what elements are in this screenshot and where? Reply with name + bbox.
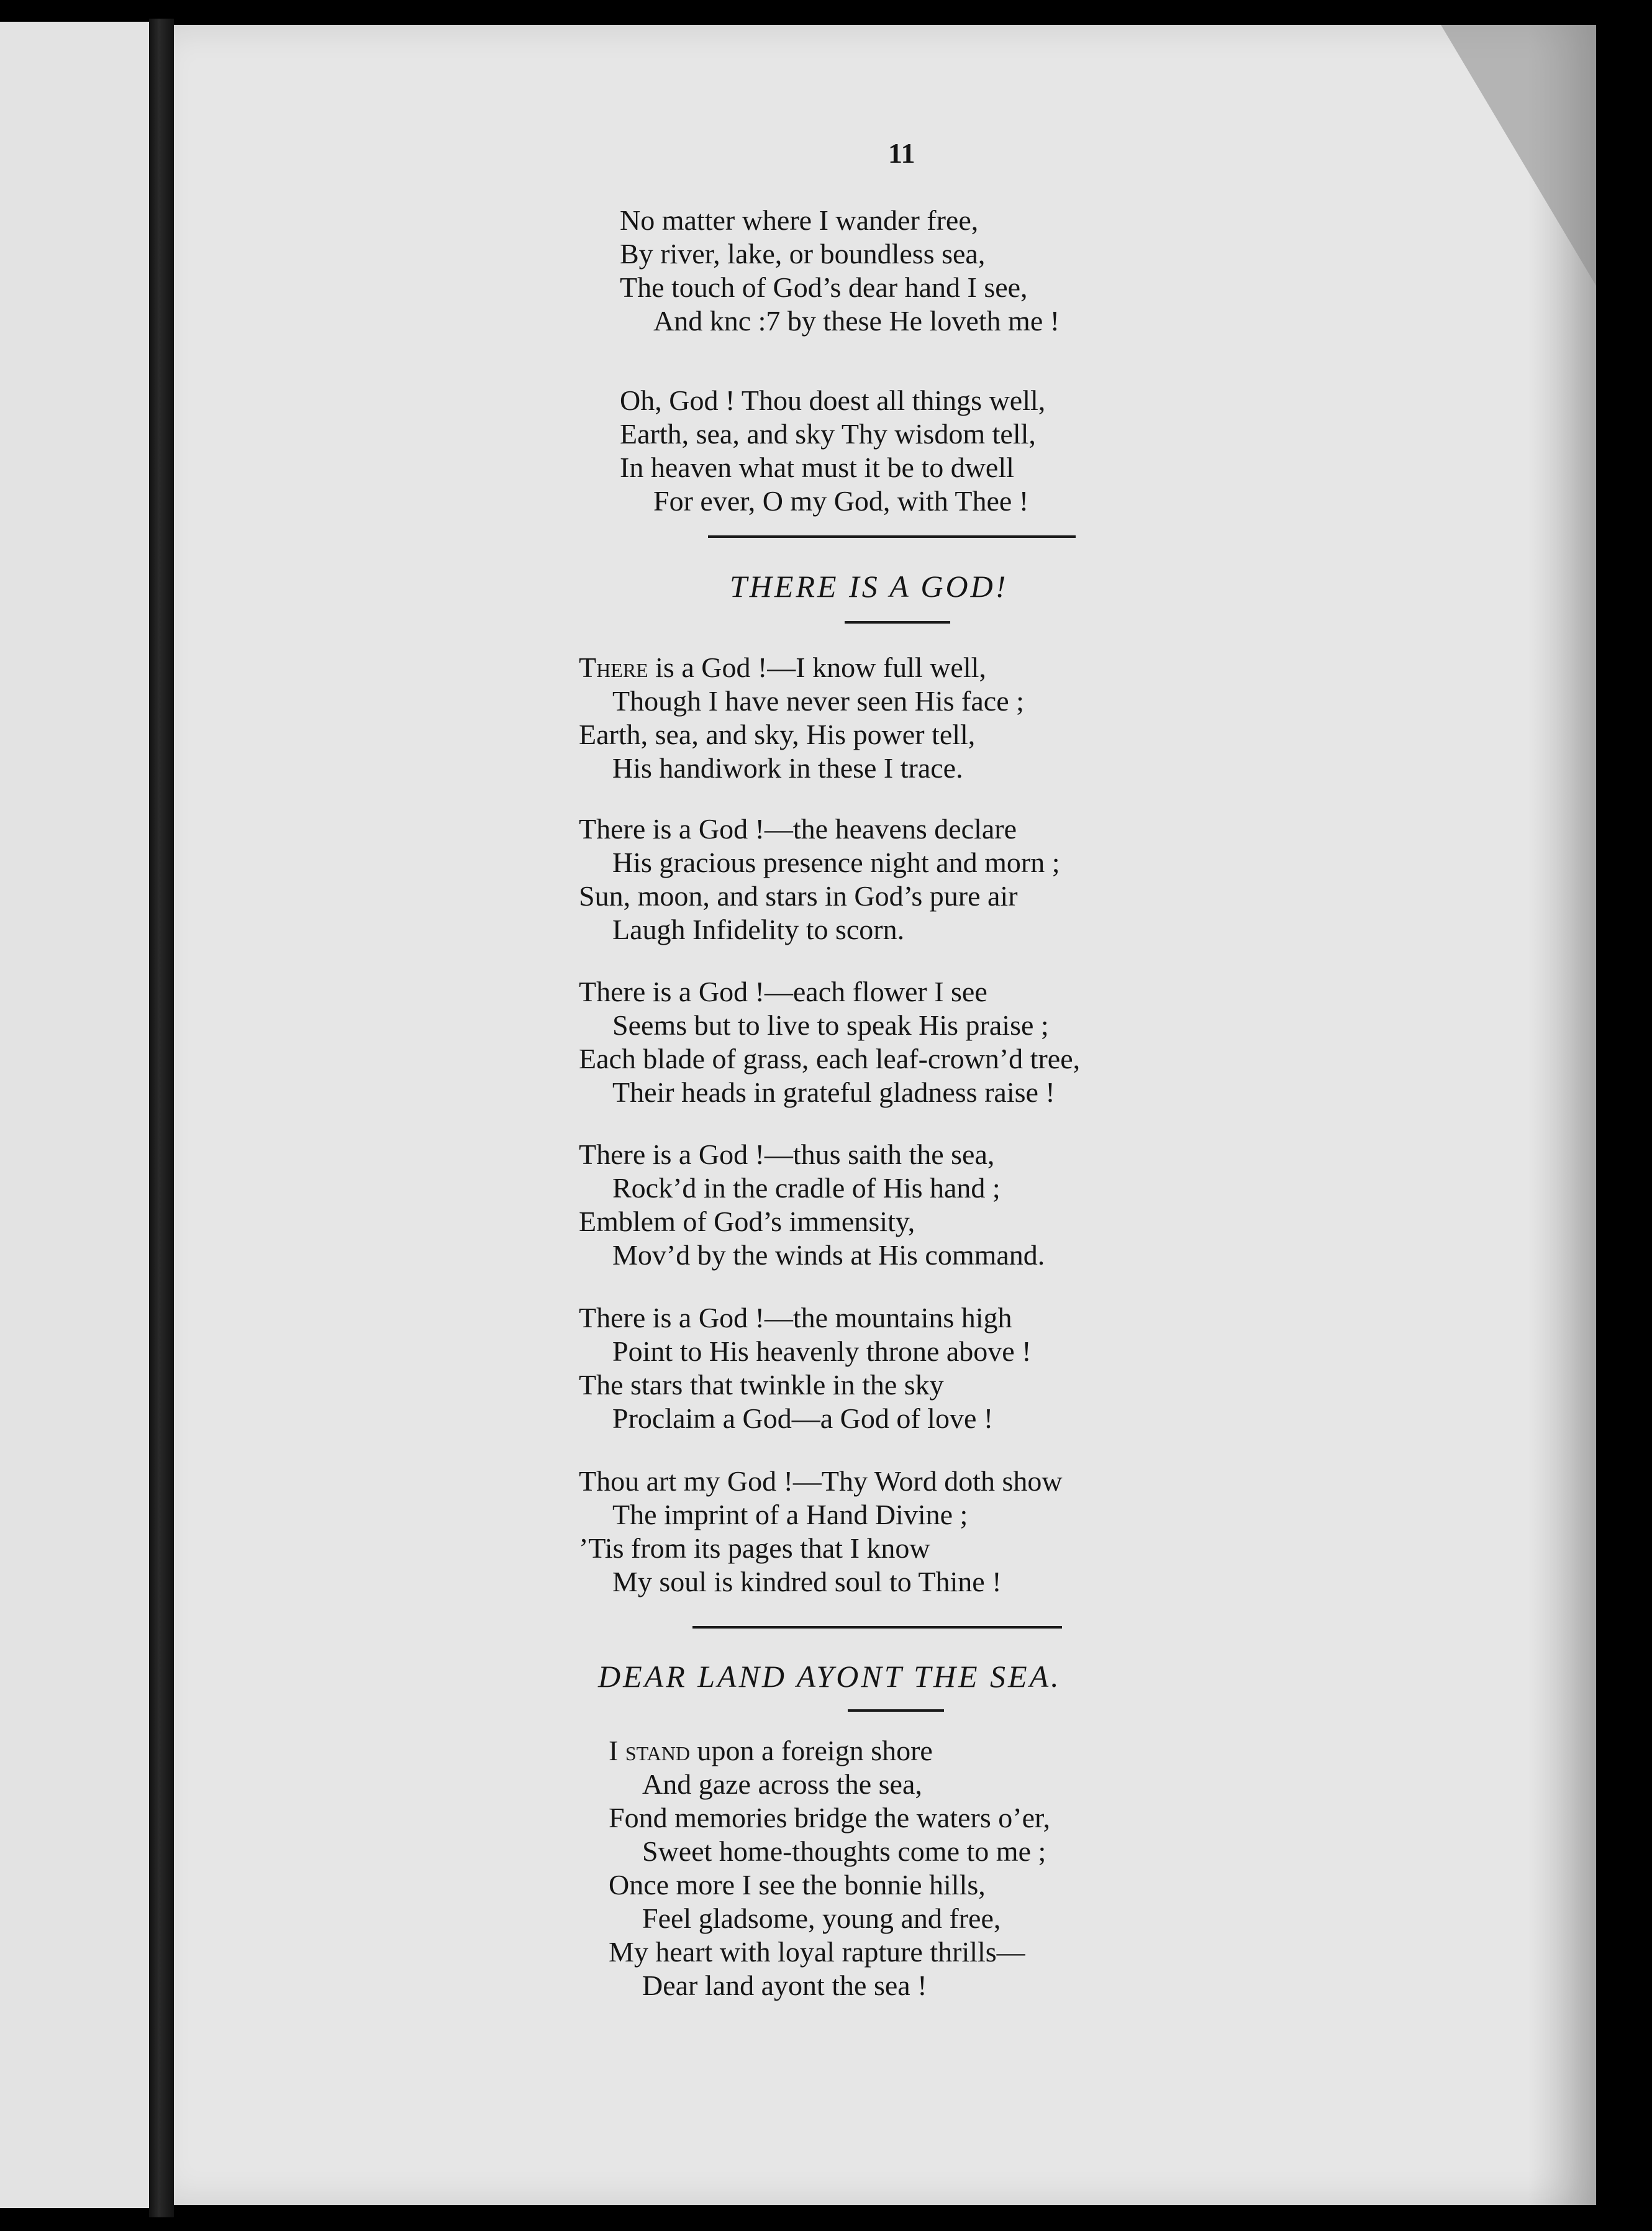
- poem-two-stanza-6: [579, 1465, 1063, 1599]
- poem-line: Laugh Infidelity to scorn.: [612, 914, 905, 945]
- poem-one-stanza-1: [620, 204, 1060, 338]
- poem-line: Oh, God ! Thou doest all things well,: [620, 384, 1046, 416]
- section-divider: [708, 535, 1076, 538]
- poem-line: For ever, O my God, with Thee !: [653, 485, 1029, 517]
- poem-three-stanza: [609, 1734, 1050, 2002]
- poem-line: Rock’d in the cradle of His hand ;: [612, 1172, 1001, 1204]
- poem-line: No matter where I wander free,: [620, 204, 979, 236]
- poem-line: Mov’d by the winds at His command.: [612, 1239, 1045, 1271]
- poem-line-rest: is a God !—I know full well,: [648, 652, 986, 683]
- poem-line: Once more I see the bonnie hills,: [609, 1869, 986, 1901]
- poem-two-title: THERE IS A GOD!: [730, 569, 1009, 604]
- section-divider: [692, 1626, 1062, 1629]
- drop-word: There: [579, 652, 648, 683]
- poem-line: Earth, sea, and sky, His power tell,: [579, 719, 976, 750]
- poem-line: Fond memories bridge the waters o’er,: [609, 1802, 1050, 1833]
- poem-line: Though I have never seen His face ;: [612, 685, 1024, 717]
- poem-three-title: DEAR LAND AYONT THE SEA.: [598, 1659, 1061, 1694]
- page-edge-shadow: [1528, 25, 1596, 2205]
- poem-line: My soul is kindred soul to Thine !: [612, 1566, 1002, 1597]
- poem-line: His gracious presence night and morn ;: [612, 847, 1060, 878]
- book-spine: [149, 19, 174, 2217]
- drop-word: I stand: [609, 1735, 690, 1766]
- poem-line: [609, 1734, 1050, 1768]
- poem-line: Each blade of grass, each leaf-crown’d tree,: [579, 1043, 1081, 1075]
- poem-line: In heaven what must it be to dwell: [620, 452, 1014, 483]
- poem-two-stanza-5: [579, 1301, 1032, 1435]
- poem-line: Feel gladsome, young and free,: [642, 1902, 1001, 1934]
- poem-line: And gaze across the sea,: [642, 1768, 922, 1800]
- poem-line: There is a God !—the heavens declare: [579, 813, 1017, 845]
- poem-line: There is a God !—each flower I see: [579, 976, 987, 1007]
- poem-line: The imprint of a Hand Divine ;: [612, 1499, 968, 1530]
- poem-line: The stars that twinkle in the sky: [579, 1369, 944, 1401]
- poem-line: Thou art my God !—Thy Word doth show: [579, 1465, 1063, 1497]
- poem-line: By river, lake, or boundless sea,: [620, 238, 986, 270]
- book-page: [174, 25, 1596, 2205]
- poem-line: Sweet home-thoughts come to me ;: [642, 1835, 1046, 1867]
- poem-line: ’Tis from its pages that I know: [579, 1532, 930, 1564]
- poem-two-stanza-3: [579, 975, 1080, 1109]
- poem-line: Sun, moon, and stars in God’s pure air: [579, 880, 1018, 912]
- poem-two-stanza-1: [579, 651, 1024, 785]
- poem-one-stanza-2: [620, 384, 1045, 518]
- poem-line-rest: upon a foreign shore: [689, 1735, 933, 1766]
- page-corner-fold: [1441, 25, 1596, 286]
- poem-two-stanza-2: [579, 812, 1060, 947]
- poem-line: The touch of God’s dear hand I see,: [620, 271, 1028, 303]
- poem-line: His handiwork in these I trace.: [612, 752, 963, 784]
- title-underline: [845, 621, 950, 624]
- poem-line: Point to His heavenly throne above !: [612, 1335, 1032, 1367]
- poem-line: My heart with loyal rapture thrills—: [609, 1936, 1025, 1968]
- poem-line: Their heads in grateful gladness raise !: [612, 1076, 1055, 1108]
- poem-line: Seems but to live to speak His praise ;: [612, 1009, 1049, 1041]
- poem-line: There is a God !—thus saith the sea,: [579, 1138, 995, 1170]
- poem-line: Earth, sea, and sky Thy wisdom tell,: [620, 418, 1036, 450]
- page-number: 11: [888, 137, 915, 169]
- poem-line: Emblem of God’s immensity,: [579, 1206, 915, 1237]
- title-underline: [848, 1709, 944, 1712]
- poem-line: And knc :7 by these He loveth me !: [653, 305, 1060, 337]
- poem-line: [579, 651, 1024, 684]
- poem-line: Proclaim a God—a God of love !: [612, 1402, 994, 1434]
- previous-page-edge: [0, 22, 149, 2208]
- poem-line: Dear land ayont the sea !: [642, 1970, 927, 2001]
- poem-line: There is a God !—the mountains high: [579, 1302, 1012, 1334]
- poem-two-stanza-4: [579, 1138, 1045, 1272]
